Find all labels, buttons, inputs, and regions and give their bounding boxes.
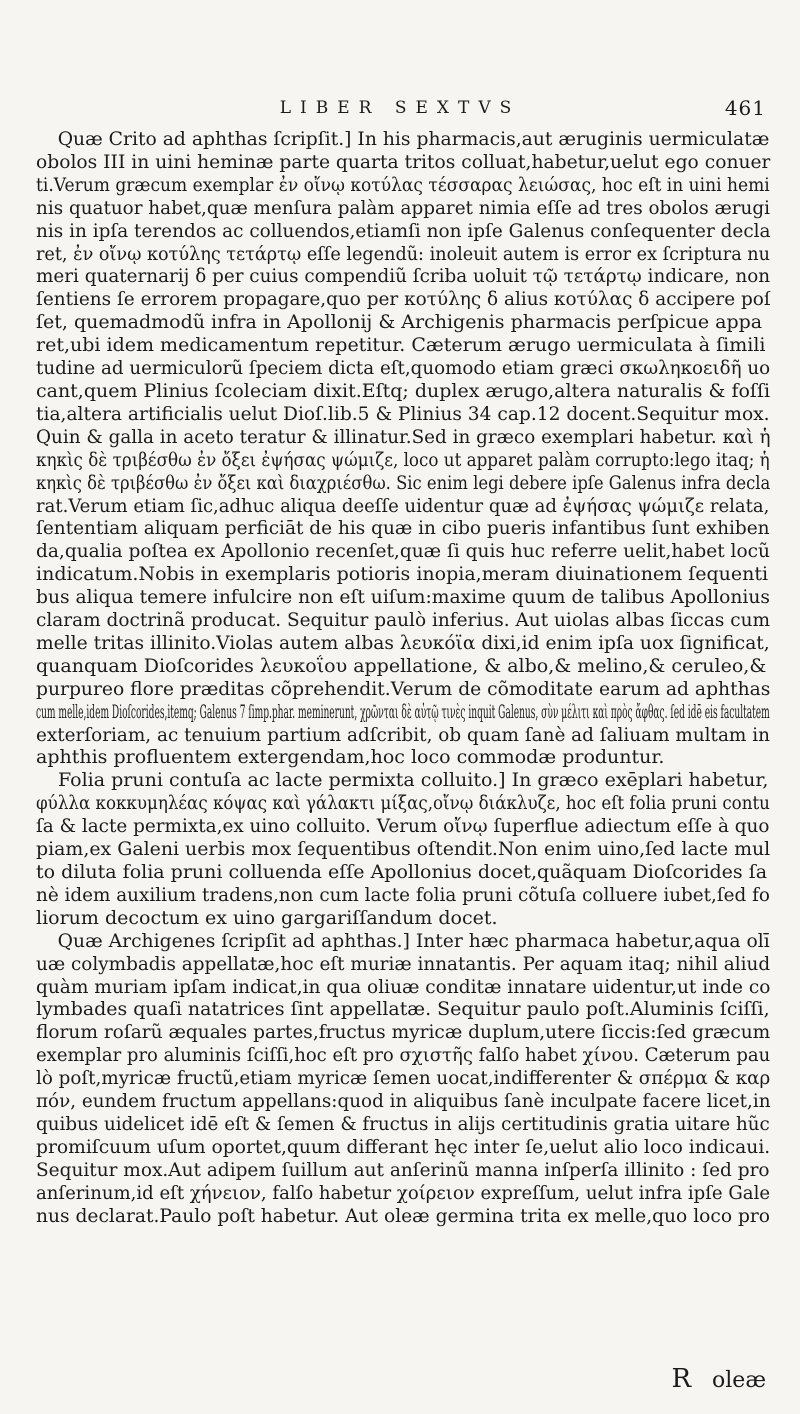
paragraph [36,128,770,769]
paragraph [36,769,770,929]
text-line: tia,altera artificialis uelut Dioſ.lib.5 & Plinius 34 cap.12 docent.Sequitur mox. [36,402,770,425]
text-line: promiſcuum uſum oportet,quum differant hęc inter ſe,uelut alio loco indicaui. [36,1135,771,1158]
text-line: melle tritas illinito.Violas autem albas λευκόϊα dixi,id enim ipſa uox ſignificat, [36,631,770,654]
text-line: nè idem auxilium tradens,non cum lacte folia pruni cõtuſa colluere iubet,ſed fo [36,883,770,906]
text-line: ſentiens ſe errorem propagare,quo per κοτύλης δ alius κοτύλας δ accipere poſ [36,288,771,311]
text-line: κηκὶς δὲ τριβέσθω ἐν ὄξει ἐψήσας ψώμιζε, loco ut apparet palàm corrupto:lego itaq; ἡ [36,448,770,471]
text-line: liorum decoctum ex uino gargariſſandum docet. [36,906,498,929]
text-line: κηκὶς δὲ τριβέσθω ἐν ὄξει καὶ διαχριέσθω. Sic enim legi debere ipſe Galenus infra decla [36,471,771,494]
page-number: 461 [724,96,766,120]
text-line: quàm muriam ipſam indicat,in qua oliuæ conditæ innatare uidentur,ut inde co [36,975,771,998]
text-line: florum roſarũ æquales partes,fructus myricæ duplum,utere ſiccis:ſed græcum [36,1021,770,1044]
text-line: da,qualia poſtea ex Apollonio recenſet,quæ ſi quis huc referre uelit,habet locũ [36,540,770,563]
catchword: oleæ [712,1368,766,1393]
text-line: Quæ Crito ad aphthas ſcripſit.] In his pharmacis,aut æruginis uermiculatæ [57,128,770,150]
text-line: ti.Verum græcum exemplar ἐν οἴνῳ κοτύλας τέσσαρας λειώσας, hoc eſt in uini hemi [36,173,770,196]
text-line: lymbades quaſi natatrices ſint appellatæ. Sequitur paulo poſt.Aluminis ſciſſi, [36,998,770,1021]
text-line: piam,ex Galeni uerbis mox ſequentibus oſtendit.Non enim uino,ſed lacte mul [36,838,771,861]
page-footer [671,1364,766,1394]
text-line: ſa & lacte permixta,ex uino colluito. Verum οἴνῳ ſuperflue adiectum eſſe à quo [36,815,770,838]
text-line: bus aliqua temere infulcire non eſt uiſum:maxime quum de talibus Apollonius [36,586,770,609]
text-line: aphthis profluentem extergendam,hoc loco commodæ produntur. [36,746,665,769]
text-line: exterſoriam, ac tenuium partium adſcribit, ob quam ſanè ad ſaliuam multam in [36,723,770,746]
signature-mark: R [671,1364,692,1394]
text-line: cant,quem Plinius ſcoleciam dixit.Eſtq; duplex ærugo,altera naturalis & foſſi [36,379,771,402]
text-line: cum melle,idem Dioſcorides,itemq; Galenus 7 ſimp.phar. meminerunt, χρῶνται δὲ αὐτῷ τινὲς inquit Galenus, σὺν μέλιτι καὶ πρὸς ἄφθας. ſed idē eis facultatem [36,700,770,723]
text-line: meri quaternarij δ per cuius compendiũ ſcriba uoluit τῷ τετάρτῳ indicare, non [36,265,771,288]
text-line: tudine ad uermiculorũ ſpeciem dicta eſt,quomodo etiam græci σκωληκοειδῆ uo [36,357,771,380]
text-line: nus declarat.Paulo poſt habetur. Aut oleæ germina trita ex melle,quo loco pro [36,1204,770,1227]
text-line: ret, ἐν οἴνῳ κοτύλης τετάρτῳ eſſe legendũ: inoleuit autem is error ex ſcriptura nu [36,242,770,265]
text-line: exemplar pro aluminis ſciſſi,hoc eſt pro σχιστῆς falſo habet χίνου. Cæterum pau [36,1044,770,1067]
text-line: Folia pruni contuſa ac lacte permixta colluito.] In græco exēplari habetur, [58,769,769,792]
text-line: quanquam Dioſcorides λευκοΐου appellatione, & albo,& melino,& ceruleo,& [36,654,767,677]
running-head: LIBER SEXTVS [279,98,521,118]
text-line: indicatum.Nobis in exemplaris potioris inopia,meram diuinationem ſequenti [36,563,769,586]
text-line: purpureo flore præditas cõprehendit.Verum de cõmoditate earum ad aphthas [36,677,771,700]
text-line: Quæ Archigenes ſcripſit ad aphthas.] Inter hæc pharmaca habetur,aqua olī [57,929,770,952]
text-line: Quin & galla in aceto teratur & illinatur.Sed in græco exemplari habetur. καὶ ἡ [36,425,771,448]
text-line: Sequitur mox.Aut adipem ſuillum aut anſerinũ manna inſperſa illinito : ſed pro [36,1158,770,1181]
body-text [36,128,770,1228]
text-line: claram doctrinã producat. Sequitur paulò inferius. Aut uiolas albas ſiccas cum [36,609,770,632]
text-line: quibus uidelicet idē eſt & ſemen & fructus in alijs certitudinis gratia uitare hũc [36,1112,770,1135]
text-line: ſet, quemadmodũ infra in Apollonij & Archigenis pharmacis perſpicue appa [36,311,763,334]
text-line: φύλλα κοκκυμηλέας κόψας καὶ γάλακτι μίξας,οἴνῳ διάκλυζε, hoc eſt folia pruni contu [36,792,770,815]
text-line: rat.Verum etiam ſic,adhuc aliqua deeſſe uidentur quæ ad ἐψήσας ψώμιζε relata, [36,494,770,517]
text-line: ſententiam aliquam perficiāt de his quæ in cibo pueris infantibus ſunt exhiben [36,517,770,540]
text-line: uæ colymbadis appellatæ,hoc eſt muriæ innatantis. Per aquam itaq; nihil aliud [36,952,770,975]
text-line: nis quatuor habet,quæ menſura palàm apparet nimia eſſe ad tres obolos ærugi [36,196,770,219]
text-line: nis in ipſa terendos ac colluendos,etiamſi non ipſe Galenus conſequenter decla [36,219,771,242]
text-line: ret,ubi idem medicamentum repetitur. Cæterum ærugo uermiculata à ſimili [36,334,766,357]
text-line: obolos III in uini heminæ parte quarta tritos colluat,habetur,uelut ego conuer [36,150,771,173]
text-line: to diluta folia pruni colluenda eſſe Apollonius docet,quãquam Dioſcorides ſa [36,861,768,883]
text-line: lò poſt,myricæ fructũ,etiam myricæ ſemen uocat,indifferenter & σπέρμα & καρ [36,1067,770,1090]
paragraph [36,930,770,1228]
text-line: anſerinum,id eſt χήνειον, falſo habetur χοίρειον expreſſum, uelut infra ipſe Gale [36,1181,771,1204]
text-line: πόν, eundem fructum appellans:quod in aliquibus ſanè inculpate facere licet,in [36,1090,771,1113]
